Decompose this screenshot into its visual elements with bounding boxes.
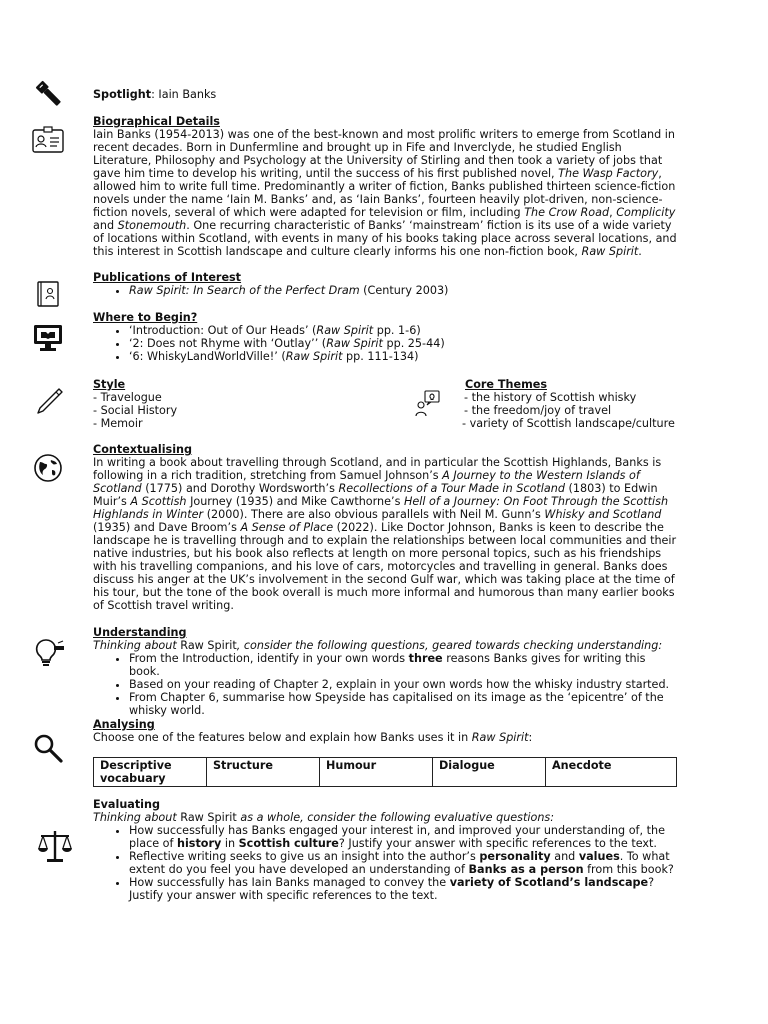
analysing-intro (93, 731, 677, 744)
text-run: and (550, 850, 579, 863)
list-item (129, 284, 677, 297)
publications-list (93, 284, 677, 297)
text-run: . One recurring characteristic of Banks’ ‘mainstream’ fiction is its use of a wide variety of locations within Scotland, with events in many of his books taking place across several locations, and this interest in Scottish landscape and culture clearly informs his one non-fiction book, (93, 219, 677, 258)
bold-run: Scottish culture (238, 837, 339, 850)
text-run: Raw Spirit (180, 811, 237, 824)
bold-run: values (578, 850, 620, 863)
italic-run: Stonemouth (117, 219, 187, 232)
text-run: ‘2: Does not Rhyme with ‘Outlay’’ ( (129, 337, 327, 350)
context-text (93, 456, 677, 612)
text-run: In writing a book about travelling through Scotland, and in particular the Scottish Highlands, Banks is following in a rich tradition, stretching from Samuel Johnson’s (93, 456, 662, 482)
text-run: ? Justify your answer with specific references to the text. (129, 876, 655, 902)
bold-run: variety of Scotland’s landscape (449, 876, 649, 889)
spotlight-name: : Iain Banks (151, 88, 217, 101)
list-item (129, 876, 677, 902)
analysing-heading: Analysing (93, 718, 155, 731)
text-run: (2000). There are also obvious parallels with Neil M. Gunn’s (203, 508, 545, 521)
italic-run: Hell of a Journey: On Foot Through the Scottish Highlands in Winter (93, 495, 669, 521)
style-item: - Travelogue (93, 391, 162, 404)
themes-heading: Core Themes (465, 378, 547, 391)
italic-run: The Wasp Factory (558, 167, 659, 180)
text-run: Journey (1935) and Mike Cawthorne’s (186, 495, 404, 508)
italic-run: Raw Spirit (316, 324, 374, 337)
text-run: , allowed him to write full time. Predominantly a writer of fiction, Banks published thirteen science-fiction novels under the name ‘Iain M. Banks’ and, as ‘Iain Banks’, fourteen heavily plot-driven, non-science-fiction novels, several of which were adapted for television or film, including (93, 167, 676, 219)
list-item (129, 678, 677, 691)
text-run: (2022). Like Doctor Johnson, Banks is keen to describe the landscape he is travelling through and to explain the relationships between local communities and their native industries, but his book also reflects at length on more personal topics, such as his friendships with his travelling companions, and his love of cars, motorcycles and travelling in general. Banks does discuss his anger at the UK’s involvement in the second Gulf war, which was taking place at the time of his tour, but the tone of the book overall is much more informal and humorous than many earlier books of Scottish travel writing. (93, 521, 677, 612)
text-run: How successfully has Iain Banks managed to convey the (129, 876, 450, 889)
themes-section (462, 378, 682, 430)
text-run: Based on your reading of Chapter 2, explain in your own words how the whisky industry started. (129, 678, 670, 691)
style-heading: Style (93, 378, 126, 391)
text-run: (1803) to Edwin Muir’s (93, 482, 658, 508)
style-item: - Social History (93, 404, 178, 417)
text-run: pp. 25-44) (382, 337, 445, 350)
list-item (129, 691, 677, 717)
list-item (129, 652, 677, 678)
id-card-icon (31, 125, 65, 155)
evaluating-list (93, 824, 677, 902)
evaluating-intro (93, 811, 677, 824)
text-run: Raw Spirit (180, 639, 237, 652)
text-run: ? Justify your answer with specific references to the text. (338, 837, 657, 850)
list-item (129, 350, 677, 363)
scales-icon (37, 828, 73, 864)
book-icon (36, 280, 60, 308)
style-section (93, 378, 393, 430)
list-item (129, 824, 677, 850)
feature-cell: Dialogue (433, 758, 546, 787)
text-run: pp. 111-134) (342, 350, 419, 363)
list-item (129, 850, 677, 876)
spotlight-line (93, 88, 677, 101)
themes-item: - the history of Scottish whisky (464, 391, 637, 404)
italic-run: A Sense of Place (240, 521, 334, 534)
italic-run: Whisky and Scotland (544, 508, 662, 521)
globe-icon (32, 452, 64, 484)
feature-cell: Anecdote (546, 758, 677, 787)
text-run: ‘6: WhiskyLandWorldVille!’ ( (129, 350, 286, 363)
italic-run: The Crow Road (524, 206, 610, 219)
text-run: in (221, 837, 239, 850)
publications-section (93, 271, 677, 297)
where-section (93, 311, 677, 363)
text-run: From the Introduction, identify in your own words (129, 652, 409, 665)
understanding-intro (93, 639, 677, 652)
text-run: , (609, 206, 617, 219)
italic-run: A Scottish (130, 495, 187, 508)
lightbulb-icon (32, 637, 66, 669)
understanding-list (93, 652, 677, 717)
understanding-heading: Understanding (93, 626, 187, 639)
text-run: Reflective writing seeks to give us an insight into the author’s (129, 850, 480, 863)
publications-heading: Publications of Interest (93, 271, 242, 284)
bold-run: history (177, 837, 222, 850)
style-item: - Memoir (93, 417, 143, 430)
text-run: pp. 1-6) (373, 324, 421, 337)
text-run: reasons Banks gives for writing this book. (129, 652, 646, 678)
italic-run: A Journey to the Western Islands of Scotland (93, 469, 640, 495)
text-run: Choose one of the features below and explain how Banks uses it in (93, 731, 472, 744)
bold-run: three (408, 652, 443, 665)
features-table (93, 757, 677, 787)
pen-icon (33, 386, 65, 418)
list-item (129, 337, 677, 350)
spotlight-label: Spotlight (93, 88, 152, 101)
themes-item: - the freedom/joy of travel (464, 404, 612, 417)
italic-run: Raw Spirit (326, 337, 383, 350)
text-run: as a whole, consider the following evaluative questions: (236, 811, 555, 824)
computer-icon (32, 322, 64, 354)
where-list (93, 324, 677, 363)
evaluating-section (93, 798, 677, 902)
bold-run: personality (479, 850, 551, 863)
analysing-section (93, 718, 677, 787)
text-run: : (528, 731, 533, 744)
text-run: (1935) and Dave Broom’s (93, 521, 241, 534)
bio-heading: Biographical Details (93, 115, 220, 128)
text-run: How successfully has Banks engaged your interest in, and improved your understanding of, the place of (129, 824, 665, 850)
understanding-section (93, 626, 677, 717)
themes-item: - variety of Scottish landscape/culture (462, 417, 675, 430)
text-run: From Chapter 6, summarise how Speyside has capitalised on its image as the ‘epicentre’ of the whisky world. (129, 691, 664, 717)
text-run: ‘Introduction: Out of Our Heads’ ( (129, 324, 317, 337)
text-run: Thinking about (93, 811, 181, 824)
where-heading: Where to Begin? (93, 311, 198, 324)
text-run: . To what extent do you feel you have developed an understanding of (129, 850, 670, 876)
italic-run: Raw Spirit (581, 245, 639, 258)
bold-run: Banks as a person (468, 863, 584, 876)
bio-section (93, 115, 677, 258)
context-heading: Contextualising (93, 443, 193, 456)
feature-cell: Structure (207, 758, 320, 787)
italic-run: Raw Spirit (471, 731, 529, 744)
italic-run: Raw Spirit: In Search of the Perfect Dram (129, 284, 360, 297)
text-run: Iain Banks (1954-2013) was one of the best-known and most prolific writers to emerge from Scotland in recent decades. Born in Dunfermline and brought up in Fife and Inverclyde, he studied English Literature, Philosophy and Psychology at the University of Stirling and then took a variety of jobs that gave him time to develop his writing, until the success of his first published novel, (93, 128, 676, 180)
context-section (93, 443, 677, 612)
text-run: (1775) and Dorothy Wordsworth’s (141, 482, 339, 495)
feature-cell: Humour (320, 758, 433, 787)
speaker-idea-icon (413, 389, 441, 417)
feature-cell: Descriptive vocabuary (94, 758, 207, 787)
bio-text (93, 128, 677, 258)
text-run: , consider the following questions, geared towards checking understanding: (236, 639, 663, 652)
italic-run: Complicity (616, 206, 676, 219)
text-run: . (638, 245, 642, 258)
italic-run: Recollections of a Tour Made in Scotland (338, 482, 565, 495)
text-run: from this book? (583, 863, 674, 876)
list-item (129, 324, 677, 337)
flashlight-icon (33, 78, 65, 110)
evaluating-heading: Evaluating (93, 798, 160, 811)
text-run: and (93, 219, 118, 232)
text-run: Thinking about (93, 639, 181, 652)
text-run: (Century 2003) (359, 284, 449, 297)
magnifier-icon (33, 733, 63, 763)
italic-run: Raw Spirit (285, 350, 343, 363)
